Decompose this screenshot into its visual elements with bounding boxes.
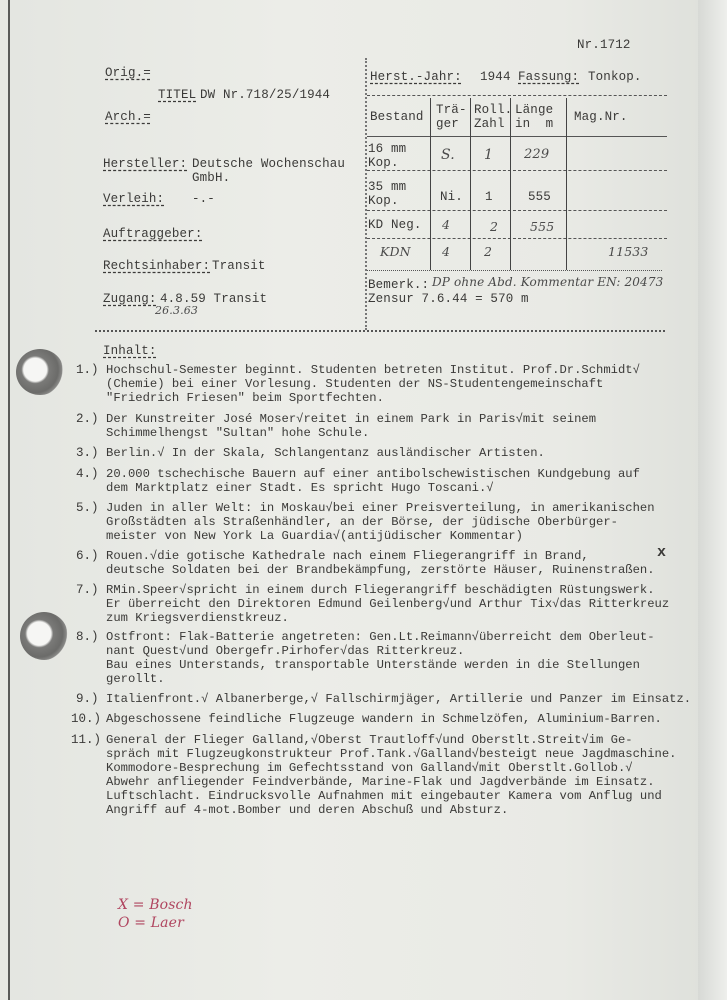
- verleih-value: -.-: [192, 192, 215, 206]
- zugang-value: 4.8.59 Transit: [160, 292, 268, 306]
- table-header-rule: [367, 136, 667, 137]
- table-cell-rollen: 2: [484, 244, 493, 259]
- item-line: Rouen.√die gotische Kathedrale nach einem Fliegerangriff in Brand,: [106, 549, 589, 563]
- document-number: Nr.1712: [577, 38, 631, 52]
- verleih-label: Verleih:: [103, 192, 165, 206]
- item-line: meister von New York La Guardia√(antijüdischer Kommentar): [106, 529, 523, 543]
- orig-label: Orig.=: [105, 66, 151, 80]
- fassung-value: Tonkop.: [588, 70, 642, 84]
- bemerk-handwritten: DP ohne Abd. Kommentar EN: 20473: [432, 275, 664, 289]
- legend-laer: O = Laer: [118, 915, 184, 931]
- bemerk-label: Bemerk.:: [368, 278, 430, 292]
- table-row-rule: [367, 238, 667, 239]
- item-line: zum Kriegsverdienstkreuz.: [106, 611, 289, 625]
- table-cell-laenge: 555: [530, 219, 555, 234]
- table-row-rule: [367, 210, 667, 211]
- item-number: 11.): [71, 733, 102, 747]
- item-number: 4.): [76, 467, 99, 481]
- hersteller-value-cont: GmbH.: [192, 171, 231, 185]
- item-line: Hochschul-Semester beginnt. Studenten betreten Institut. Prof.Dr.Schmidt√: [106, 363, 640, 377]
- table-top-rule: [367, 95, 667, 96]
- table-column-line: [566, 98, 567, 270]
- table-cell-rollen: 1: [484, 147, 494, 163]
- zensur-note: Zensur 7.6.44 = 570 m: [368, 292, 529, 306]
- table-header-bestand: Bestand: [370, 110, 424, 124]
- table-header-laenge: Länge in m: [515, 103, 554, 131]
- inhalt-label: Inhalt:: [103, 344, 157, 358]
- item-line: Abgeschossene feindliche Flugzeuge wandern in Schmelzöfen, Aluminium-Barren.: [106, 712, 662, 726]
- item-line: Schimmelhengst "Sultan" hohe Schule.: [106, 426, 370, 440]
- titel-label: TITEL: [158, 88, 197, 102]
- table-cell-rollen: 2: [490, 219, 499, 234]
- punch-hole-bottom: [20, 612, 68, 660]
- item-number: 8.): [76, 630, 99, 644]
- table-cell-bestand: KDN: [380, 244, 411, 259]
- item-number: 9.): [76, 692, 99, 706]
- item-number: 2.): [76, 412, 99, 426]
- rechtsinhaber-label: Rechtsinhaber:: [103, 259, 211, 273]
- table-cell-bestand: 16 mm Kop.: [368, 142, 407, 170]
- table-cell-traeger: 4: [442, 244, 451, 259]
- table-cell-traeger: 4: [442, 217, 451, 232]
- item-line: Großstädten als Straßenhändler, an der Börse, der jüdische Oberbürger-: [106, 515, 618, 529]
- table-cell-laenge: 229: [524, 147, 550, 162]
- item-line: Luftschlacht. Eindrucksvolle Aufnahmen mit eingebauter Kamera vom Anflug und: [106, 789, 662, 803]
- item-line: Angriff auf 4-mot.Bomber und deren Abschuß und Absturz.: [106, 803, 509, 817]
- table-cell-mag: 11533: [608, 244, 649, 259]
- table-column-line: [470, 98, 471, 270]
- item-line: (Chemie) bei einer Vorlesung. Studenten der NS-Studentengemeinschaft: [106, 377, 604, 391]
- item-line: "Friedrich Friesen" beim Sportfechten.: [106, 391, 384, 405]
- fassung-label: Fassung:: [518, 70, 580, 84]
- item-line: Bau eines Unterstands, transportable Unterstände werden in die Stellungen: [106, 658, 640, 672]
- table-header-traeger: Trä- ger: [436, 103, 467, 131]
- page-edge: [698, 0, 727, 1000]
- item-number: 5.): [76, 501, 99, 515]
- item-line: Italienfront.√ Albanerberge,√ Fallschirmjäger, Artillerie und Panzer im Einsatz.: [106, 692, 692, 706]
- margin-x-mark: x: [657, 544, 667, 561]
- arch-label: Arch.=: [105, 110, 151, 124]
- item-line: General der Flieger Galland,√Oberst Trautloff√und Oberstlt.Streit√im Ge-: [106, 733, 633, 747]
- item-line: Ostfront: Flak-Batterie angetreten: Gen.Lt.Reimann√überreicht dem Oberleut-: [106, 630, 655, 644]
- rechtsinhaber-value: Transit: [212, 259, 266, 273]
- legend-bosch: X = Bosch: [118, 897, 193, 913]
- table-header-rollen: Roll. Zahl: [474, 103, 513, 131]
- item-line: RMin.Speer√spricht in einem durch Fliegerangriff beschädigten Rüstungswerk.: [106, 583, 655, 597]
- item-line: Berlin.√ In der Skala, Schlangentanz ausländischer Artisten.: [106, 446, 545, 460]
- section-divider: [95, 330, 665, 332]
- table-cell-bestand: KD Neg.: [368, 218, 422, 232]
- item-line: 20.000 tschechische Bauern auf einer antibolschewistischen Kundgebung auf: [106, 467, 640, 481]
- item-line: Kommodore-Besprechung im Gefechtsstand von Galland√mit Oberstlt.Gollob.√: [106, 761, 633, 775]
- table-bottom-rule: [367, 270, 662, 271]
- table-row-rule: [367, 170, 667, 171]
- column-separator: [365, 58, 367, 330]
- item-line: Er überreicht den Direktoren Edmund Geilenberg√und Arthur Tix√das Ritterkreuz: [106, 597, 670, 611]
- table-header-mag: Mag.Nr.: [574, 110, 628, 124]
- item-number: 6.): [76, 549, 99, 563]
- titel-value: DW Nr.718/25/1944: [200, 88, 331, 102]
- punch-hole-top: [16, 349, 64, 395]
- table-cell-traeger: S.: [441, 147, 455, 163]
- hersteller-value: Deutsche Wochenschau: [192, 157, 346, 171]
- table-cell-laenge: 555: [528, 190, 551, 204]
- item-line: Der Kunstreiter José Moser√reitet in einem Park in Paris√mit seinem: [106, 412, 597, 426]
- zugang-label: Zugang:: [103, 292, 157, 306]
- item-number: 1.): [76, 363, 99, 377]
- item-line: dem Marktplatz einer Stadt. Es spricht Hugo Toscani.√: [106, 481, 494, 495]
- item-number: 3.): [76, 446, 99, 460]
- table-column-line: [430, 98, 431, 270]
- zugang-handwritten-date: 26.3.63: [155, 304, 199, 317]
- item-line: Abwehr anfliegender Feindverbände, Marine-Flak und Jagdverbände im Einsatz.: [106, 775, 655, 789]
- table-cell-bestand: 35 mm Kop.: [368, 180, 407, 208]
- item-line: gerollt.: [106, 672, 165, 686]
- table-cell-traeger: Ni.: [440, 190, 463, 204]
- table-cell-rollen: 1: [485, 190, 493, 204]
- item-line: nant Quest√und Obergefr.Pirhofer√das Ritterkreuz.: [106, 644, 465, 658]
- item-line: spräch mit Flugzeugkonstrukteur Prof.Tank.√Galland√besteigt neue Jagdmaschine.: [106, 747, 677, 761]
- hersteller-label: Hersteller:: [103, 157, 188, 171]
- herst-jahr-value: 1944: [480, 70, 511, 84]
- auftraggeber-label: Auftraggeber:: [103, 227, 203, 241]
- item-line: Juden in aller Welt: in Moskau√bei einer Preisverteilung, in amerikanischen: [106, 501, 655, 515]
- item-number: 10.): [71, 712, 102, 726]
- herst-jahr-label: Herst.-Jahr:: [370, 70, 462, 84]
- document-page: [8, 0, 700, 1000]
- item-number: 7.): [76, 583, 99, 597]
- item-line: deutsche Soldaten bei der Brandbekämpfung, zerstörte Häuser, Ruinenstraßen.: [106, 563, 655, 577]
